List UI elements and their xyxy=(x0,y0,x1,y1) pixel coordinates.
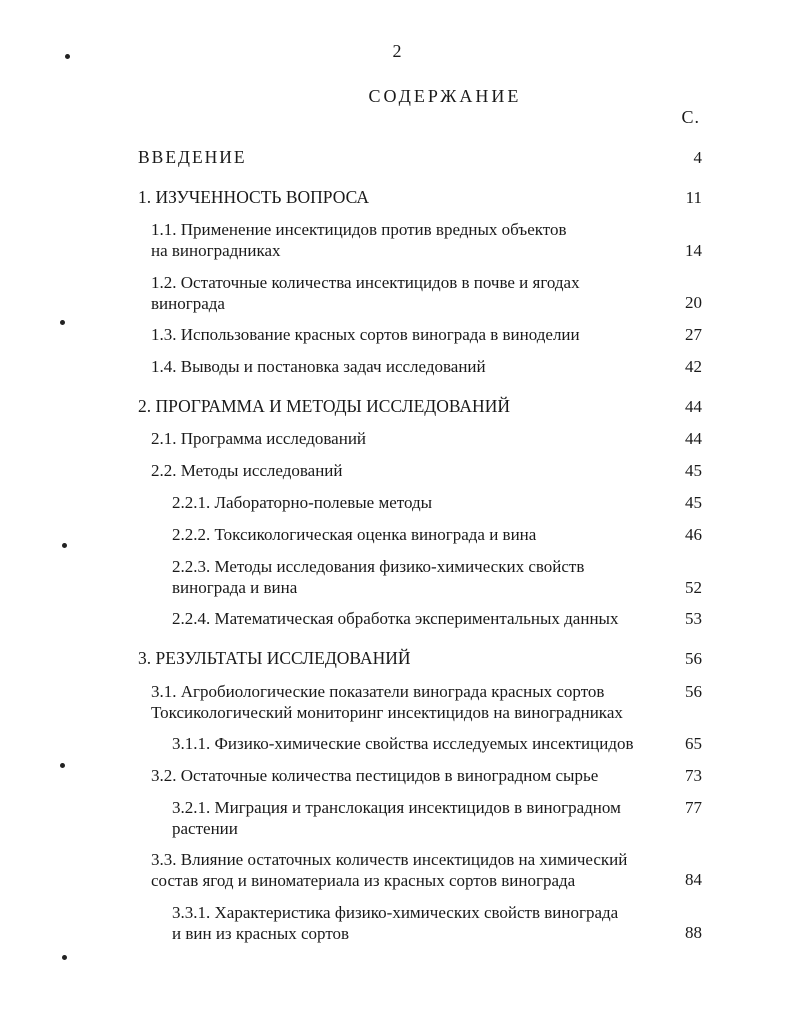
toc-entry xyxy=(172,492,432,513)
toc-entry-text: 1.4. Выводы и постановка задач исследований xyxy=(151,357,486,376)
toc-entry xyxy=(172,733,634,754)
toc-entry-text: 2.1. Программа исследований xyxy=(151,429,367,448)
toc-entry-text: 3.1. Агробиологические показатели винограда красных сортов Токсикологический мониторинг инсектицидов на виноградниках xyxy=(151,682,623,722)
binding-hole-mark xyxy=(60,763,65,768)
toc-entry xyxy=(172,797,621,839)
page-number: 2 xyxy=(392,41,402,61)
toc-entry-text: 2.2. Методы исследований xyxy=(151,461,343,480)
toc-entry-page: 4 xyxy=(693,148,702,167)
toc-entry-text: 2.2.4. Математическая обработка экспериментальных данных xyxy=(172,609,619,628)
toc-entry-text: 1.1. Применение инсектицидов против вредных объектов на виноградниках xyxy=(151,220,567,260)
toc-entry-page: 65 xyxy=(685,734,702,753)
toc-entry xyxy=(151,765,598,786)
toc-entry-page: 77 xyxy=(685,798,702,817)
binding-hole-mark xyxy=(62,955,67,960)
toc-entry xyxy=(151,272,580,314)
toc-entry-text: 1.2. Остаточные количества инсектицидов в почве и ягодах винограда xyxy=(151,273,580,313)
toc-entry-page: 27 xyxy=(685,325,702,344)
toc-entry xyxy=(151,428,366,449)
toc-entry-text: 2. ПРОГРАММА И МЕТОДЫ ИССЛЕДОВАНИЙ xyxy=(138,396,510,416)
toc-entry-page: 88 xyxy=(685,923,702,942)
toc-entry xyxy=(172,524,536,545)
toc-entry xyxy=(172,556,584,598)
toc-entry-text: 3.2.1. Миграция и транслокация инсектицидов в виноградном растении xyxy=(172,798,621,838)
binding-hole-mark xyxy=(60,320,65,325)
toc-entry-page: 56 xyxy=(685,682,702,701)
toc-entry-page: 53 xyxy=(685,609,702,628)
toc-entry-text: 3.2. Остаточные количества пестицидов в виноградном сырье xyxy=(151,766,599,785)
toc-entry xyxy=(151,849,627,891)
toc-entry-page: 11 xyxy=(685,188,702,207)
toc-entry-page: 45 xyxy=(685,461,702,480)
toc-entry-page: 44 xyxy=(685,397,702,416)
toc-entry-page: 20 xyxy=(685,293,702,312)
toc-entry-page: 45 xyxy=(685,493,702,512)
toc-entry xyxy=(172,608,618,629)
toc-entry-page: 52 xyxy=(685,578,702,597)
toc-entry xyxy=(138,648,411,669)
toc-entry xyxy=(151,460,343,481)
toc-entry-text: 3.3. Влияние остаточных количеств инсектицидов на химический состав ягод и виноматериала из красных сортов винограда xyxy=(151,850,628,890)
toc-entry xyxy=(138,187,369,208)
binding-hole-mark xyxy=(65,54,70,59)
toc-entry-text: 1. ИЗУЧЕННОСТЬ ВОПРОСА xyxy=(138,187,370,207)
toc-entry-page: 56 xyxy=(685,649,702,668)
toc-entry-page: 46 xyxy=(685,525,702,544)
toc-entry xyxy=(151,681,623,723)
toc-entry-text: 2.2.2. Токсикологическая оценка винограда и вина xyxy=(172,525,537,544)
toc-entry xyxy=(151,324,580,345)
toc-entry-page: 84 xyxy=(685,870,702,889)
toc-entry-page: 44 xyxy=(685,429,702,448)
toc-entry-text: 3.3.1. Характеристика физико-химических свойств винограда и вин из красных сортов xyxy=(172,903,619,943)
toc-title: СОДЕРЖАНИЕ xyxy=(368,86,522,106)
toc-entry-text: 3. РЕЗУЛЬТАТЫ ИССЛЕДОВАНИЙ xyxy=(138,648,411,668)
toc-entry-text: 2.2.3. Методы исследования физико-химических свойств винограда и вина xyxy=(172,557,585,597)
toc-entry xyxy=(151,356,486,377)
toc-entry-page: 42 xyxy=(685,357,702,376)
toc-entry xyxy=(172,902,618,944)
toc-entry-page: 73 xyxy=(685,766,702,785)
toc-entry xyxy=(138,396,510,417)
toc-entry-text: 2.2.1. Лабораторно-полевые методы xyxy=(172,493,433,512)
toc-entry xyxy=(151,219,567,261)
binding-hole-mark xyxy=(62,543,67,548)
page-column-label: С. xyxy=(681,107,700,127)
toc-entry-page: 14 xyxy=(685,241,702,260)
toc-entry xyxy=(138,147,247,168)
toc-entry-text: 3.1.1. Физико-химические свойства исследуемых инсектицидов xyxy=(172,734,634,753)
toc-entry-text: 1.3. Использование красных сортов винограда в виноделии xyxy=(151,325,580,344)
toc-entry-text: ВВЕДЕНИЕ xyxy=(138,147,247,167)
